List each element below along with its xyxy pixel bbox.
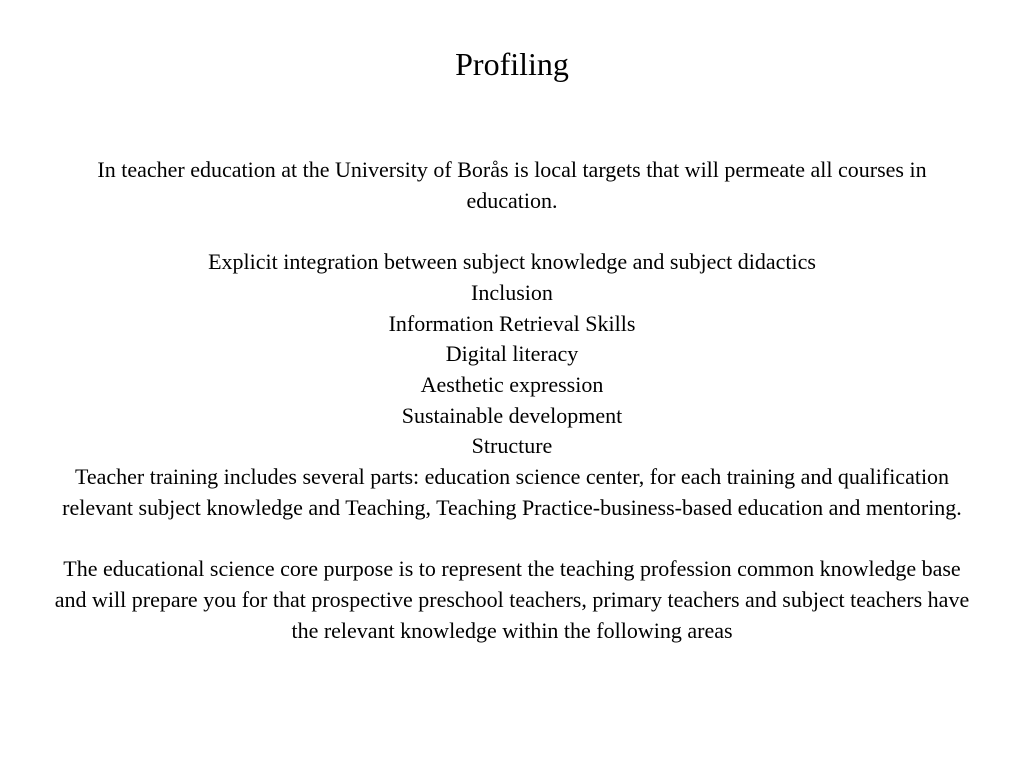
target-item-integration: Explicit integration between subject knowledge and subject didactics bbox=[208, 249, 816, 275]
target-item-structure: Structure bbox=[471, 433, 553, 459]
structure-paragraph: Teacher training includes several parts: education science center, for each training and qualification relevant subject knowledge and Teaching, Teaching Practice-business-based education and mentoring. bbox=[62, 464, 962, 520]
target-item-information-retrieval: Information Retrieval Skills bbox=[388, 310, 636, 336]
core-purpose-paragraph: The educational science core purpose is to represent the teaching profession common knowledge base and will prepare you for that prospective preschool teachers, primary teachers and subject teachers have the relevant knowledge within the following areas bbox=[54, 556, 970, 643]
target-item-digital-literacy: Digital literacy bbox=[445, 341, 579, 367]
target-item-sustainable-development: Sustainable development bbox=[401, 402, 623, 428]
paragraph-gap bbox=[52, 523, 972, 554]
target-item-aesthetic-expression: Aesthetic expression bbox=[420, 371, 604, 397]
slide-title: Profiling bbox=[455, 46, 569, 82]
paragraph-gap bbox=[52, 216, 972, 247]
target-item-inclusion: Inclusion bbox=[471, 279, 553, 305]
intro-paragraph: In teacher education at the University of Borås is local targets that will permeate all courses in education. bbox=[97, 157, 927, 213]
slide-body bbox=[52, 155, 972, 646]
